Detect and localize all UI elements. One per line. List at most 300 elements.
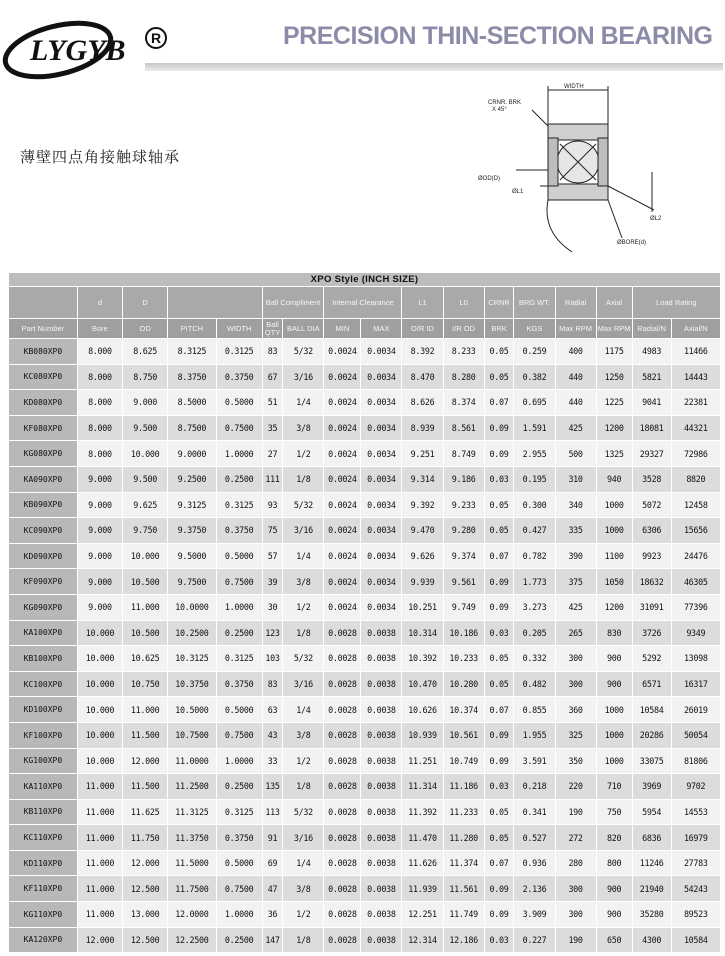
table-cell: 0.0028 bbox=[324, 620, 361, 646]
table-cell: 0.09 bbox=[484, 876, 514, 902]
table-cell: 0.0024 bbox=[324, 518, 361, 544]
table-cell: 1/2 bbox=[283, 748, 324, 774]
table-cell: 1.955 bbox=[514, 722, 555, 748]
table-cell: 8.939 bbox=[402, 415, 443, 441]
header-blank bbox=[9, 287, 78, 319]
table-row bbox=[9, 441, 721, 467]
table-cell: 81806 bbox=[671, 748, 720, 774]
table-cell: 0.09 bbox=[484, 748, 514, 774]
table-cell: 1325 bbox=[596, 441, 632, 467]
table-cell: 0.0028 bbox=[324, 774, 361, 800]
table-cell: 54243 bbox=[671, 876, 720, 902]
table-cell: 0.09 bbox=[484, 415, 514, 441]
table-cell: 0.0038 bbox=[361, 850, 402, 876]
table-cell: 0.936 bbox=[514, 850, 555, 876]
table-cell: 18632 bbox=[632, 569, 671, 595]
table-cell: 0.7500 bbox=[216, 569, 262, 595]
part-number-cell: KA110XP0 bbox=[9, 774, 78, 800]
table-row bbox=[9, 415, 721, 441]
table-cell: 10.3750 bbox=[168, 671, 216, 697]
table-cell: 0.2500 bbox=[216, 466, 262, 492]
table-cell: 265 bbox=[555, 620, 596, 646]
table-cell: 26019 bbox=[671, 697, 720, 723]
table-cell: 3969 bbox=[632, 774, 671, 800]
table-cell: 9.186 bbox=[443, 466, 484, 492]
table-cell: 22381 bbox=[671, 390, 720, 416]
header-crnr: CRNR bbox=[484, 287, 514, 319]
table-cell: 3/16 bbox=[283, 364, 324, 390]
table-cell: 800 bbox=[596, 850, 632, 876]
part-number-cell: KD090XP0 bbox=[9, 543, 78, 569]
table-cell: 0.0034 bbox=[361, 441, 402, 467]
table-cell: 9349 bbox=[671, 620, 720, 646]
header-ball-compliment: Ball Compliment bbox=[262, 287, 324, 319]
table-cell: 11.000 bbox=[77, 850, 122, 876]
subheader-or-id: O/R ID bbox=[402, 319, 443, 339]
table-cell: 0.0024 bbox=[324, 569, 361, 595]
table-cell: 0.0038 bbox=[361, 697, 402, 723]
table-cell: 425 bbox=[555, 415, 596, 441]
table-cell: 9.374 bbox=[443, 543, 484, 569]
table-cell: 1.773 bbox=[514, 569, 555, 595]
table-cell: 46305 bbox=[671, 569, 720, 595]
table-cell: 0.3750 bbox=[216, 364, 262, 390]
table-cell: 9.314 bbox=[402, 466, 443, 492]
table-cell: 0.3125 bbox=[216, 339, 262, 365]
table-cell: 0.05 bbox=[484, 492, 514, 518]
table-cell: 0.0024 bbox=[324, 492, 361, 518]
od-label: ØOD(D) bbox=[478, 176, 500, 182]
table-cell: 3.591 bbox=[514, 748, 555, 774]
table-row bbox=[9, 339, 721, 365]
table-cell: 0.3750 bbox=[216, 671, 262, 697]
table-cell: 10.392 bbox=[402, 646, 443, 672]
l1-label: ØL1 bbox=[512, 189, 524, 195]
subheader-ir-od: I/R OD bbox=[443, 319, 484, 339]
table-cell: 310 bbox=[555, 466, 596, 492]
table-cell: 0.03 bbox=[484, 620, 514, 646]
table-cell: 9.625 bbox=[123, 492, 168, 518]
table-cell: 0.0028 bbox=[324, 876, 361, 902]
table-cell: 425 bbox=[555, 594, 596, 620]
table-cell: 1.0000 bbox=[216, 441, 262, 467]
table-cell: 9.561 bbox=[443, 569, 484, 595]
table-cell: 0.0024 bbox=[324, 415, 361, 441]
table-row bbox=[9, 543, 721, 569]
table-cell: 300 bbox=[555, 902, 596, 928]
table-cell: 8.7500 bbox=[168, 415, 216, 441]
table-cell: 12.2500 bbox=[168, 927, 216, 953]
table-cell: 0.0034 bbox=[361, 492, 402, 518]
table-cell: 1200 bbox=[596, 415, 632, 441]
table-cell: 147 bbox=[262, 927, 283, 953]
table-cell: 325 bbox=[555, 722, 596, 748]
table-cell: 8.750 bbox=[123, 364, 168, 390]
table-cell: 0.218 bbox=[514, 774, 555, 800]
table-cell: 39 bbox=[262, 569, 283, 595]
table-cell: 0.0028 bbox=[324, 927, 361, 953]
table-cell: 91 bbox=[262, 825, 283, 851]
table-cell: 3/16 bbox=[283, 518, 324, 544]
table-cell: 1/2 bbox=[283, 594, 324, 620]
table-cell: 8.625 bbox=[123, 339, 168, 365]
table-cell: 11.374 bbox=[443, 850, 484, 876]
table-row bbox=[9, 902, 721, 928]
table-cell: 8.626 bbox=[402, 390, 443, 416]
table-cell: 1/4 bbox=[283, 543, 324, 569]
table-cell: 77396 bbox=[671, 594, 720, 620]
table-cell: 10.500 bbox=[123, 569, 168, 595]
table-cell: 113 bbox=[262, 799, 283, 825]
table-cell: 20286 bbox=[632, 722, 671, 748]
table-cell: 10.000 bbox=[123, 543, 168, 569]
table-cell: 9.939 bbox=[402, 569, 443, 595]
table-cell: 1000 bbox=[596, 492, 632, 518]
table-cell: 900 bbox=[596, 646, 632, 672]
table-cell: 8.000 bbox=[77, 415, 122, 441]
table-cell: 29327 bbox=[632, 441, 671, 467]
part-number-cell: KG080XP0 bbox=[9, 441, 78, 467]
table-row bbox=[9, 748, 721, 774]
subheader-bore: Bore bbox=[77, 319, 122, 339]
table-cell: 8.000 bbox=[77, 441, 122, 467]
table-cell: 11.500 bbox=[123, 722, 168, 748]
table-cell: 11.000 bbox=[77, 799, 122, 825]
table-cell: 0.05 bbox=[484, 646, 514, 672]
part-number-cell: KG090XP0 bbox=[9, 594, 78, 620]
table-cell: 0.0028 bbox=[324, 748, 361, 774]
table-cell: 0.0038 bbox=[361, 646, 402, 672]
table-cell: 57 bbox=[262, 543, 283, 569]
subheader-part-number: Part Number bbox=[9, 319, 78, 339]
part-number-cell: KF080XP0 bbox=[9, 415, 78, 441]
table-cell: 0.0034 bbox=[361, 466, 402, 492]
table-cell: 8.3125 bbox=[168, 339, 216, 365]
table-cell: 9.626 bbox=[402, 543, 443, 569]
part-number-cell: KF090XP0 bbox=[9, 569, 78, 595]
table-cell: 1/8 bbox=[283, 774, 324, 800]
table-cell: 1000 bbox=[596, 518, 632, 544]
table-cell: 9.000 bbox=[77, 518, 122, 544]
outer-ring-block bbox=[548, 138, 558, 186]
table-cell: 1/8 bbox=[283, 620, 324, 646]
brand-logo bbox=[0, 0, 145, 80]
table-row bbox=[9, 569, 721, 595]
table-cell: 4983 bbox=[632, 339, 671, 365]
table-cell: 33075 bbox=[632, 748, 671, 774]
part-number-cell: KA100XP0 bbox=[9, 620, 78, 646]
table-cell: 75 bbox=[262, 518, 283, 544]
table-cell: 10.000 bbox=[77, 722, 122, 748]
table-cell: 0.0034 bbox=[361, 339, 402, 365]
table-cell: 11.280 bbox=[443, 825, 484, 851]
table-cell: 0.05 bbox=[484, 364, 514, 390]
table-cell: 5/32 bbox=[283, 339, 324, 365]
table-cell: 0.782 bbox=[514, 543, 555, 569]
table-cell: 0.0028 bbox=[324, 799, 361, 825]
table-cell: 9.000 bbox=[77, 569, 122, 595]
table-cell: 190 bbox=[555, 799, 596, 825]
part-number-cell: KD110XP0 bbox=[9, 850, 78, 876]
table-cell: 89523 bbox=[671, 902, 720, 928]
table-cell: 35 bbox=[262, 415, 283, 441]
subheader-ball-dia: BALL DIA bbox=[283, 319, 324, 339]
table-cell: 0.0038 bbox=[361, 671, 402, 697]
table-cell: 11.314 bbox=[402, 774, 443, 800]
table-cell: 10.000 bbox=[77, 748, 122, 774]
table-cell: 11.000 bbox=[77, 825, 122, 851]
table-cell: 0.0038 bbox=[361, 825, 402, 851]
table-cell: 16979 bbox=[671, 825, 720, 851]
table-cell: 830 bbox=[596, 620, 632, 646]
table-cell: 1/2 bbox=[283, 441, 324, 467]
table-cell: 9.3125 bbox=[168, 492, 216, 518]
table-cell: 0.0028 bbox=[324, 671, 361, 697]
table-cell: 2.955 bbox=[514, 441, 555, 467]
table-cell: 0.09 bbox=[484, 722, 514, 748]
table-row bbox=[9, 364, 721, 390]
table-cell: 0.5000 bbox=[216, 850, 262, 876]
table-cell: 0.05 bbox=[484, 799, 514, 825]
chamfer-label: CRNR. BRK bbox=[488, 100, 522, 106]
table-cell: 10.2500 bbox=[168, 620, 216, 646]
table-cell: 10.000 bbox=[77, 620, 122, 646]
table-cell: 10.251 bbox=[402, 594, 443, 620]
table-cell: 11.000 bbox=[123, 697, 168, 723]
table-cell: 123 bbox=[262, 620, 283, 646]
table-cell: 14443 bbox=[671, 364, 720, 390]
table-cell: 10.000 bbox=[77, 697, 122, 723]
table-cell: 0.0024 bbox=[324, 543, 361, 569]
subheader-min: MIN bbox=[324, 319, 361, 339]
table-cell: 9923 bbox=[632, 543, 671, 569]
table-cell: 1.0000 bbox=[216, 748, 262, 774]
part-number-cell: KC100XP0 bbox=[9, 671, 78, 697]
table-cell: 3/16 bbox=[283, 825, 324, 851]
table-cell: 220 bbox=[555, 774, 596, 800]
table-cell: 11.625 bbox=[123, 799, 168, 825]
table-cell: 0.03 bbox=[484, 466, 514, 492]
table-cell: 5821 bbox=[632, 364, 671, 390]
part-number-cell: KG100XP0 bbox=[9, 748, 78, 774]
table-cell: 5072 bbox=[632, 492, 671, 518]
part-number-cell: KB080XP0 bbox=[9, 339, 78, 365]
table-cell: 3.273 bbox=[514, 594, 555, 620]
table-cell: 9.000 bbox=[77, 543, 122, 569]
table-cell: 13.000 bbox=[123, 902, 168, 928]
table-cell: 6571 bbox=[632, 671, 671, 697]
table-cell: 0.5000 bbox=[216, 697, 262, 723]
table-cell: 9.750 bbox=[123, 518, 168, 544]
bore-arc bbox=[547, 200, 572, 252]
table-cell: 11.0000 bbox=[168, 748, 216, 774]
table-cell: 5/32 bbox=[283, 799, 324, 825]
bore-leader bbox=[608, 200, 622, 238]
table-cell: 8.000 bbox=[77, 390, 122, 416]
table-cell: 103 bbox=[262, 646, 283, 672]
table-cell: 9.500 bbox=[123, 415, 168, 441]
table-cell: 12458 bbox=[671, 492, 720, 518]
table-cell: 11.392 bbox=[402, 799, 443, 825]
table-row bbox=[9, 671, 721, 697]
table-cell: 0.855 bbox=[514, 697, 555, 723]
table-cell: 0.07 bbox=[484, 543, 514, 569]
table-cell: 8.561 bbox=[443, 415, 484, 441]
header-D: D bbox=[123, 287, 168, 319]
table-cell: 11246 bbox=[632, 850, 671, 876]
table-cell: 51 bbox=[262, 390, 283, 416]
table-cell: 31091 bbox=[632, 594, 671, 620]
subheader-brk: BRK bbox=[484, 319, 514, 339]
table-cell: 0.5000 bbox=[216, 390, 262, 416]
table-cell: 11.5000 bbox=[168, 850, 216, 876]
table-cell: 0.0038 bbox=[361, 722, 402, 748]
table-cell: 72986 bbox=[671, 441, 720, 467]
table-cell: 0.2500 bbox=[216, 774, 262, 800]
table-cell: 83 bbox=[262, 671, 283, 697]
header-axial: Axial bbox=[596, 287, 632, 319]
table-cell: 1000 bbox=[596, 697, 632, 723]
table-cell: 1/8 bbox=[283, 927, 324, 953]
table-cell: 12.186 bbox=[443, 927, 484, 953]
table-cell: 300 bbox=[555, 876, 596, 902]
table-cell: 0.332 bbox=[514, 646, 555, 672]
table-cell: 4300 bbox=[632, 927, 671, 953]
table-cell: 0.0038 bbox=[361, 748, 402, 774]
table-cell: 9.500 bbox=[123, 466, 168, 492]
table-cell: 3.909 bbox=[514, 902, 555, 928]
table-cell: 1/4 bbox=[283, 390, 324, 416]
registered-mark: R bbox=[145, 27, 167, 49]
table-cell: 0.0028 bbox=[324, 902, 361, 928]
table-cell: 300 bbox=[555, 646, 596, 672]
table-cell: 14553 bbox=[671, 799, 720, 825]
table-row bbox=[9, 850, 721, 876]
table-cell: 0.0038 bbox=[361, 774, 402, 800]
table-cell: 0.09 bbox=[484, 569, 514, 595]
table-row bbox=[9, 722, 721, 748]
header-brg-wt: BRG WT. bbox=[514, 287, 555, 319]
table-cell: 0.0034 bbox=[361, 594, 402, 620]
table-cell: 900 bbox=[596, 876, 632, 902]
table-cell: 440 bbox=[555, 390, 596, 416]
table-cell: 0.0028 bbox=[324, 850, 361, 876]
table-cell: 18081 bbox=[632, 415, 671, 441]
table-cell: 30 bbox=[262, 594, 283, 620]
part-number-cell: KB100XP0 bbox=[9, 646, 78, 672]
part-number-cell: KG110XP0 bbox=[9, 902, 78, 928]
table-cell: 69 bbox=[262, 850, 283, 876]
table-cell: 0.527 bbox=[514, 825, 555, 851]
table-cell: 272 bbox=[555, 825, 596, 851]
table-row bbox=[9, 876, 721, 902]
table-row bbox=[9, 825, 721, 851]
table-cell: 12.000 bbox=[123, 850, 168, 876]
table-cell: 50054 bbox=[671, 722, 720, 748]
table-cell: 10584 bbox=[671, 927, 720, 953]
table-cell: 0.300 bbox=[514, 492, 555, 518]
table-cell: 10.186 bbox=[443, 620, 484, 646]
table-cell: 21940 bbox=[632, 876, 671, 902]
table-cell: 43 bbox=[262, 722, 283, 748]
header-load-rating: Load Rating bbox=[632, 287, 720, 319]
table-row bbox=[9, 594, 721, 620]
table-row bbox=[9, 697, 721, 723]
table-cell: 44321 bbox=[671, 415, 720, 441]
table-cell: 500 bbox=[555, 441, 596, 467]
table-cell: 280 bbox=[555, 850, 596, 876]
table-cell: 1/4 bbox=[283, 850, 324, 876]
chamfer-leader bbox=[532, 110, 550, 128]
header-l0: L0 bbox=[443, 287, 484, 319]
l2-label: ØL2 bbox=[650, 216, 662, 222]
table-cell: 11.749 bbox=[443, 902, 484, 928]
table-cell: 400 bbox=[555, 339, 596, 365]
table-cell: 27 bbox=[262, 441, 283, 467]
table-cell: 9.0000 bbox=[168, 441, 216, 467]
table-cell: 8820 bbox=[671, 466, 720, 492]
header-radial: Radial bbox=[555, 287, 596, 319]
width-label: WIDTH bbox=[564, 84, 584, 90]
table-cell: 0.3125 bbox=[216, 646, 262, 672]
table-cell: 9.7500 bbox=[168, 569, 216, 595]
table-cell: 0.0024 bbox=[324, 466, 361, 492]
table-cell: 900 bbox=[596, 902, 632, 928]
chamfer-angle-label: X 45° bbox=[492, 107, 507, 113]
table-cell: 0.0024 bbox=[324, 390, 361, 416]
part-number-cell: KB110XP0 bbox=[9, 799, 78, 825]
table-cell: 0.03 bbox=[484, 774, 514, 800]
table-cell: 8.374 bbox=[443, 390, 484, 416]
table-cell: 10.561 bbox=[443, 722, 484, 748]
table-cell: 93 bbox=[262, 492, 283, 518]
table-cell: 5/32 bbox=[283, 646, 324, 672]
table-cell: 8.470 bbox=[402, 364, 443, 390]
table-cell: 350 bbox=[555, 748, 596, 774]
table-row bbox=[9, 466, 721, 492]
table-caption: XPO Style (INCH SIZE) bbox=[9, 273, 721, 287]
table-cell: 11.470 bbox=[402, 825, 443, 851]
table-cell: 820 bbox=[596, 825, 632, 851]
table-cell: 440 bbox=[555, 364, 596, 390]
product-subtitle: 薄壁四点角接触球轴承 bbox=[20, 148, 181, 166]
table-cell: 11.939 bbox=[402, 876, 443, 902]
table-cell: 0.0028 bbox=[324, 697, 361, 723]
table-cell: 375 bbox=[555, 569, 596, 595]
table-cell: 360 bbox=[555, 697, 596, 723]
table-cell: 0.09 bbox=[484, 594, 514, 620]
table-cell: 0.0034 bbox=[361, 364, 402, 390]
table-cell: 0.382 bbox=[514, 364, 555, 390]
table-cell: 0.03 bbox=[484, 927, 514, 953]
table-cell: 0.7500 bbox=[216, 876, 262, 902]
table-cell: 9041 bbox=[632, 390, 671, 416]
table-cell: 300 bbox=[555, 671, 596, 697]
table-cell: 10.470 bbox=[402, 671, 443, 697]
table-cell: 9.2500 bbox=[168, 466, 216, 492]
table-cell: 0.0038 bbox=[361, 876, 402, 902]
table-cell: 11.7500 bbox=[168, 876, 216, 902]
table-cell: 11.000 bbox=[123, 594, 168, 620]
part-number-cell: KB090XP0 bbox=[9, 492, 78, 518]
table-cell: 3/8 bbox=[283, 415, 324, 441]
part-number-cell: KD080XP0 bbox=[9, 390, 78, 416]
table-cell: 1200 bbox=[596, 594, 632, 620]
table-cell: 0.07 bbox=[484, 697, 514, 723]
table-cell: 11.3750 bbox=[168, 825, 216, 851]
table-row bbox=[9, 518, 721, 544]
table-cell: 12.000 bbox=[77, 927, 122, 953]
